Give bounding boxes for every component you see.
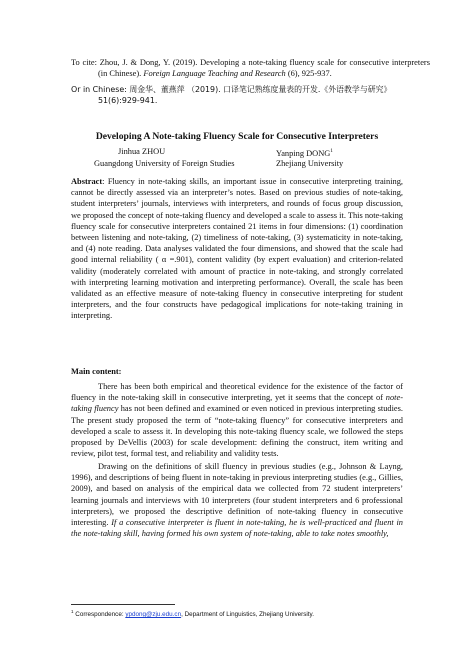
author-affiliation: Guangdong University of Foreign Studies bbox=[94, 159, 235, 168]
author-name: Jinhua ZHOU bbox=[118, 147, 166, 156]
paragraph-text: There has been both empirical and theoretical evidence for the existence of the factor of fluency in the note-taking skill in consecutive interpreting, yet it seems that the concept of bbox=[71, 382, 403, 403]
paragraph-text: has not been defined and examined or even noticed in previous interpreting studies. The present study proposed the term of “note-taking fluency” for consecutive interpreters and developed a scale to assess it. In developing this note-taking fluency scale, we followed the steps proposed by DeVellis (2003) for scale development: defining the construct, item writing and review, pilot test, formal test, and reliability and validity tests. bbox=[71, 404, 403, 459]
author-affiliation: Zhejiang University bbox=[276, 159, 344, 168]
citation-journal: Foreign Language Teaching and Research bbox=[143, 69, 286, 79]
abstract-text: : Fluency in note-taking skills, an important issue in consecutive interpreting training, cannot be directly assessed via an interpreter’s notes. Based on previous studies of note-taking, student interpreters’ journals, interviews with interpreters, and rounds of focus group discussion, we proposed the concept of note-taking fluency and developed a scale to assess it. This note-taking fluency scale for consecutive interpreters contained 21 items in four dimensions: (1) coordination between listening and note-taking, (2) timeliness of note-taking, (3) systematicity in note-taking, and (4) note reading. Data analyses validated the four dimensions, and showed that the scale had good internal reliability ( α =.901), content validity (by expert evaluation) and criterion-related validity (moderately correlated with amount of practice in note-taking, and strongly correlated with interpreting learning motivation and interpreting performance). Overall, the scale has been validated as an effective measure of note-taking fluency in consecutive interpreting for student interpreters, and the four constructs have pedagogical implications for note-taking training in interpreting. bbox=[71, 177, 403, 321]
email-link[interactable]: ypdong@zju.edu.cn bbox=[125, 611, 182, 619]
body-paragraph bbox=[71, 381, 403, 459]
section-heading: Main content: bbox=[71, 367, 122, 376]
paragraph-text: Drawing on the definitions of skill fluency in previous studies (e.g., Johnson & Layng, 1996), and descriptions of being fluent in note-taking in previous interpreting studies (e.g., Gillies, 2009), and based on analysis of the empirical data we collected from 72 student interpreters’ learning journals and interviews with 10 interpreters (four student interpreters and 6 professional interpreters), we proposed the descriptive definition of note-taking fluency in consecutive interesting. bbox=[71, 462, 403, 528]
footnote-divider bbox=[71, 604, 175, 605]
footnote bbox=[71, 606, 411, 620]
footnote-label: Correspondence: bbox=[73, 611, 126, 619]
citation-english bbox=[71, 57, 430, 79]
footnote-number: 1 bbox=[71, 609, 74, 614]
abstract bbox=[71, 176, 403, 322]
emphasis-text: If a consecutive interpreter is fluent in note-taking, he is well-practiced and fluent in the note-taking skill, having formed his own system of note-taking, able to take notes smoothly, bbox=[71, 518, 403, 539]
body-paragraph bbox=[71, 461, 403, 539]
footnote-text: , Department of Linguistics, Zhejiang University. bbox=[181, 611, 314, 619]
citation-text: To cite: Zhou, J. & Dong, Y. (2019). Developing a note-taking fluency scale for consecutive interpreters (in Chinese). bbox=[71, 58, 430, 79]
author-name-text: Yanping DONG bbox=[276, 148, 331, 158]
abstract-label: Abstract bbox=[71, 177, 103, 186]
citation-chinese: Or in Chinese: 周金华、董燕萍 （2019). 口译笔记熟练度量表的开发.《外语教学与研究》 51(6):929-941. bbox=[71, 85, 392, 106]
paper-title: Developing A Note-taking Fluency Scale for Consecutive Interpreters bbox=[95, 131, 379, 142]
emphasis-text: note-taking fluency bbox=[71, 393, 403, 414]
footnote-marker: 1 bbox=[330, 148, 334, 154]
citation-volume: (6), 925-937. bbox=[285, 69, 332, 79]
